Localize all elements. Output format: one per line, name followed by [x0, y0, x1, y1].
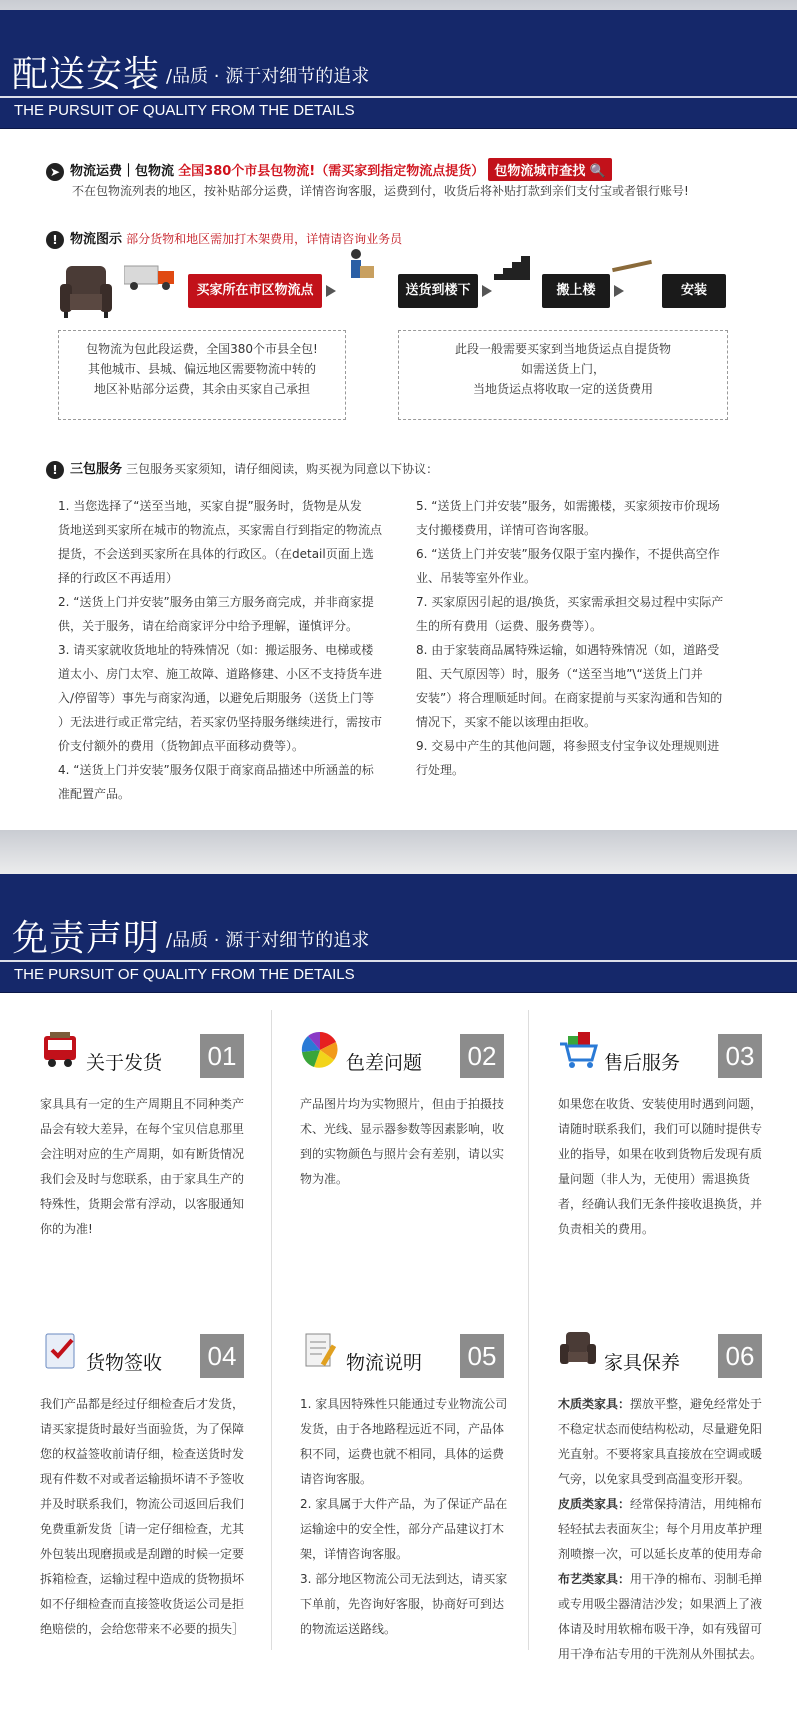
card-color-difference: [264, 1000, 519, 1300]
section-banner-disclaimer: [0, 874, 797, 993]
card-logistics-info: [264, 1300, 519, 1700]
care-fabric-heading: 布艺类家具：: [558, 1572, 631, 1586]
care-fabric-text: 用干净的棉布、羽制毛掸或专用吸尘器清洁沙发；如果洒上了液体请及时用软棉布吸干净，如有残留可用干净布沾专用的干洗剂从外围拭去。: [558, 1572, 763, 1661]
flow-row: [46, 228, 402, 249]
care-leather-heading: 皮质类家具：: [558, 1497, 631, 1511]
delivery-person-icon: [346, 248, 376, 288]
card-number: 06: [718, 1334, 762, 1378]
flow-step-logistics-point: 买家所在市区物流点: [188, 274, 322, 308]
card-body: 如果您在收货、安装使用时遇到问题，请随时联系我们，我们可以随时提供专业的指导，如果在收到货物后发现有质量问题（非人为，无使用）需退换货者，经确认我们无条件接收退换货，并负责相关的费用。: [558, 1097, 763, 1236]
service-terms-right: 5. “送货上门并安装”服务，如需搬楼，买家须按市价现场 支付搬楼费用，详情可咨询客服。 6. “送货上门并安装”服务仅限于室内操作，不提供高空作 业、吊装等室外作业。 7. 买家原因引起的退/换货，买家需承担交易过程中实际产 生的所有费用（运费、服务费等）。 8. 由于家装商品属特殊运输，如遇特殊情况（如，道路受 阻、天气原因等）时，服务（“送至当地”\“送货上门并 安装”）将合理顺延时间。在商家提前与买家沟通和告知的 情况下，买家不能以该理由拒收。 9. 交易中产生的其他问题，将参照支付宝争议处理规则进 行处理。: [416, 499, 724, 777]
flow-note-box-left: [58, 330, 346, 420]
alert-icon: !: [46, 461, 64, 479]
flow-box2-line2: 如需送货上门，: [520, 362, 605, 376]
flow-arrow: [326, 285, 336, 297]
flow-box1-line1: 包物流为包此段运费，全国380个市县全包!: [86, 342, 318, 356]
logistics-row: [46, 158, 612, 181]
banner-rule: [0, 960, 797, 962]
flow-arrow: [614, 285, 624, 297]
flow-note-box-right: [398, 330, 728, 420]
banner-english: THE PURSUIT OF QUALITY FROM THE DETAILS: [14, 102, 355, 119]
flow-step-downstairs: 送货到楼下: [398, 274, 478, 308]
card-body: 1. 家具因特殊性只能通过专业物流公司发货，由于各地路程远近不同，产品体积不同，运费也就不相同，具体的运费请咨询客服。 2. 家具属于大件产品，为了保证产品在运输途中的安全性，部分产品建议打木架，详情咨询客服。 3. 部分地区物流公司无法到达，请买家下单前，先咨询好客服，协商好可到达的物流运送路线。: [300, 1397, 508, 1636]
flow-arrow: [482, 285, 492, 297]
care-leather-text: 经常保持清洁，用纯棉布轻轻拭去表面灰尘；每个月用皮革护理剂喷擦一次，可以延长皮革的使用寿命: [558, 1497, 763, 1561]
document-pen-icon: [300, 1330, 340, 1370]
city-search-label: 包物流城市查找: [494, 164, 586, 179]
tools-icon: [610, 256, 656, 276]
truck-icon: [124, 262, 180, 292]
service-terms-left: 1. 当您选择了“送至当地，买家自提”服务时，货物是从发 货地送到买家所在城市的物流点，买家需自行到指定的物流点 提货，不会送到买家所在具体的行政区。（在detail页面上选 择的行政区不再适用） 2. “送货上门并安装”服务由第三方服务商完成，并非商家提 供，关于服务，请在给商家评分中给予理解，谨慎评分。 3. 请买家就收货地址的特殊情况（如：搬运服务、电梯或楼 道太小、房门太窄、施工故障、道路修建、小区不支持货车进 入/停留等）事先与商家沟通，以避免后期服务（送货上门等 ）无法进行或正常完结，若买家仍坚持服务继续进行，需按市 价支付额外的费用（货物卸点平面移动费等）。 4. “送货上门并安装”服务仅限于商家商品描述中所涵盖的标 准配置产品。: [58, 499, 383, 801]
card-number: 05: [460, 1334, 504, 1378]
flow-box2-line3: 当地货运点将收取一定的送货费用: [472, 382, 653, 396]
logistics-highlight: 全国380个市县包物流!（需买家到指定物流点提货）: [178, 164, 485, 179]
card-number: 04: [200, 1334, 244, 1378]
banner-title: 免责声明: [12, 918, 161, 959]
search-icon: 🔍: [589, 164, 607, 179]
card-title: 货物签收: [86, 1352, 163, 1374]
card-receipt: [4, 1300, 259, 1700]
card-title: 家具保养: [604, 1352, 681, 1374]
care-wood-heading: 木质类家具：: [558, 1397, 631, 1411]
banner-subtitle: /品质 · 源于对细节的追求: [166, 930, 370, 951]
card-title: 物流说明: [346, 1352, 423, 1374]
shopping-cart-icon: [558, 1030, 598, 1070]
flow-step-carry-upstairs: 搬上楼: [542, 274, 610, 308]
card-title: 色差问题: [346, 1052, 423, 1074]
stairs-icon: [494, 256, 530, 280]
alert-icon: !: [46, 231, 64, 249]
card-number: 03: [718, 1034, 762, 1078]
service-row: [46, 458, 438, 479]
section-banner-delivery: [0, 10, 797, 129]
banner-title: 配送安装: [12, 54, 161, 95]
flow-box2-text-a: 此段一般需要买家到当地货运点自提货物: [454, 342, 671, 356]
card-after-sales: [522, 1000, 777, 1300]
card-furniture-care: [522, 1300, 777, 1700]
card-body: [558, 1392, 768, 1667]
card-title: 关于发货: [86, 1052, 163, 1074]
truck-dot-icon: ➤: [46, 163, 64, 181]
flow-step-install: 安装: [662, 274, 726, 308]
banner-english: THE PURSUIT OF QUALITY FROM THE DETAILS: [14, 966, 355, 983]
card-title: 售后服务: [604, 1052, 681, 1074]
card-shipping: [4, 1000, 259, 1300]
card-body: 我们产品都是经过仔细检查后才发货，请买家提货时最好当面验货，为了保障您的权益签收前请仔细，检查送货时发现有件数不对或者运输损坏请不予签收并及时联系我们，物流公司返回后我们免费重新发货［请一定仔细检查，尤其外包装出现磨损或是刮蹭的时候一定要拆箱检查，运输过程中造成的货物损坏如不仔细检查而直接签收货运公司是拒绝赔偿的，会给您带来不必要的损失］: [40, 1397, 245, 1636]
city-search-button[interactable]: [488, 158, 612, 181]
card-body: 产品图片均为实物照片，但由于拍摄技术、光线、显示器参数等因素影响，收到的实物颜色与照片会有差别，请以实物为准。: [300, 1097, 505, 1186]
armchair-icon: [558, 1330, 598, 1370]
color-wheel-icon: [300, 1030, 340, 1070]
service-intro: 三包服务买家须知，请仔细阅读，购买视为同意以下协议：: [126, 462, 439, 476]
logistics-label: 物流运费｜包物流: [70, 164, 175, 179]
card-number: 01: [200, 1034, 244, 1078]
truck-icon: [40, 1030, 80, 1070]
flow-box1-line3: 地区补贴部分运费，其余由买家自己承担: [93, 382, 310, 396]
flow-box1-line2: 其他城市、县城、偏远地区需要物流中转的: [87, 362, 316, 376]
card-number: 02: [460, 1034, 504, 1078]
flow-box2-line1: [399, 339, 727, 359]
flow-note: 部分货物和地区需加打木架费用，详情请咨询业务员: [126, 232, 403, 246]
banner-subtitle: /品质 · 源于对细节的追求: [166, 66, 370, 87]
care-wood-text: 摆放平整，避免经常处于不稳定状态而使结构松动，尽量避免阳光直射。不要将家具直接放在空调或暖气旁，以免家具受到高温变形开裂。: [558, 1397, 763, 1486]
card-body: 家具具有一定的生产周期且不同种类产品会有较大差异，在每个宝贝信息那里会注明对应的生产周期，如有断货情况我们会及时与您联系，由于家具生产的特殊性，货期会常有浮动，以客服通知你的为准!: [40, 1097, 245, 1236]
service-label: 三包服务: [70, 462, 123, 477]
flow-label: 物流图示: [70, 232, 123, 247]
banner-rule: [0, 96, 797, 98]
logistics-note: 不在包物流列表的地区，按补贴部分运费，详情咨询客服，运费到付，收货后将补贴打款到亲们支付宝或者银行账号!: [72, 184, 689, 198]
armchair-icon: [58, 262, 114, 320]
clipboard-check-icon: [40, 1330, 80, 1370]
